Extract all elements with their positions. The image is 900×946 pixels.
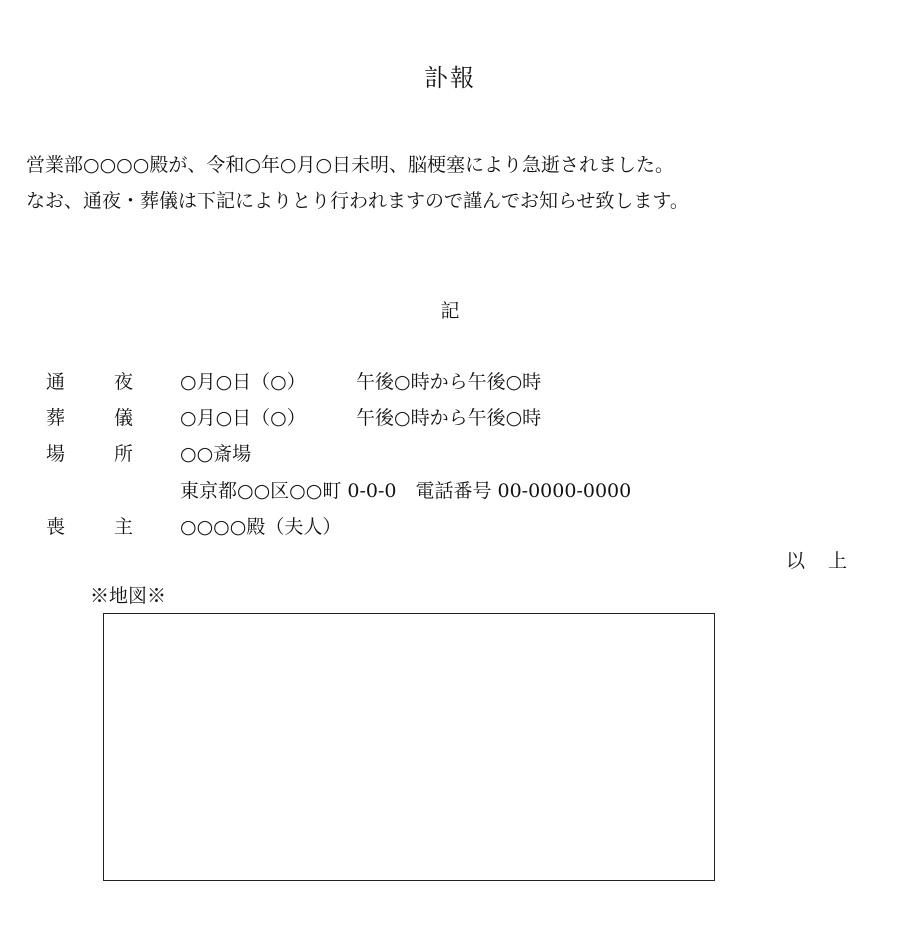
detail-venue: ○○斎場 [180,443,252,465]
detail-label-char: 通 [46,371,66,393]
detail-date: ○月○日（○） [180,371,306,393]
detail-label-char: 葬 [46,407,66,429]
closing-char-1: 以 [786,550,806,572]
detail-label-char: 主 [114,516,134,538]
detail-label-char: 所 [114,443,134,465]
closing-char-2: 上 [828,550,848,572]
detail-time: 午後○時から午後○時 [356,371,542,393]
map-label: ※地図※ [90,585,167,607]
detail-label-char: 喪 [46,516,66,538]
detail-address: 東京都○○区○○町 0-0-0 電話番号 00-0000-0000 [180,480,632,502]
detail-time: 午後○時から午後○時 [356,407,542,429]
detail-label-char: 場 [46,443,66,465]
body-line-1: 営業部○○○○殿が、令和○年○月○日未明、脳梗塞により急逝されました。 [26,154,675,176]
detail-chief-mourner: ○○○○殿（夫人） [180,516,342,538]
document-title: 訃報 [424,64,476,92]
closing-ijou [786,546,848,573]
detail-label-char: 夜 [114,371,134,393]
body-line-2: なお、通夜・葬儀は下記によりとり行われますので謹んでお知らせ致します。 [26,190,689,212]
detail-label-char: 儀 [114,407,134,429]
detail-date: ○月○日（○） [180,407,306,429]
map-box [103,613,715,881]
ki-heading: 記 [440,300,460,322]
